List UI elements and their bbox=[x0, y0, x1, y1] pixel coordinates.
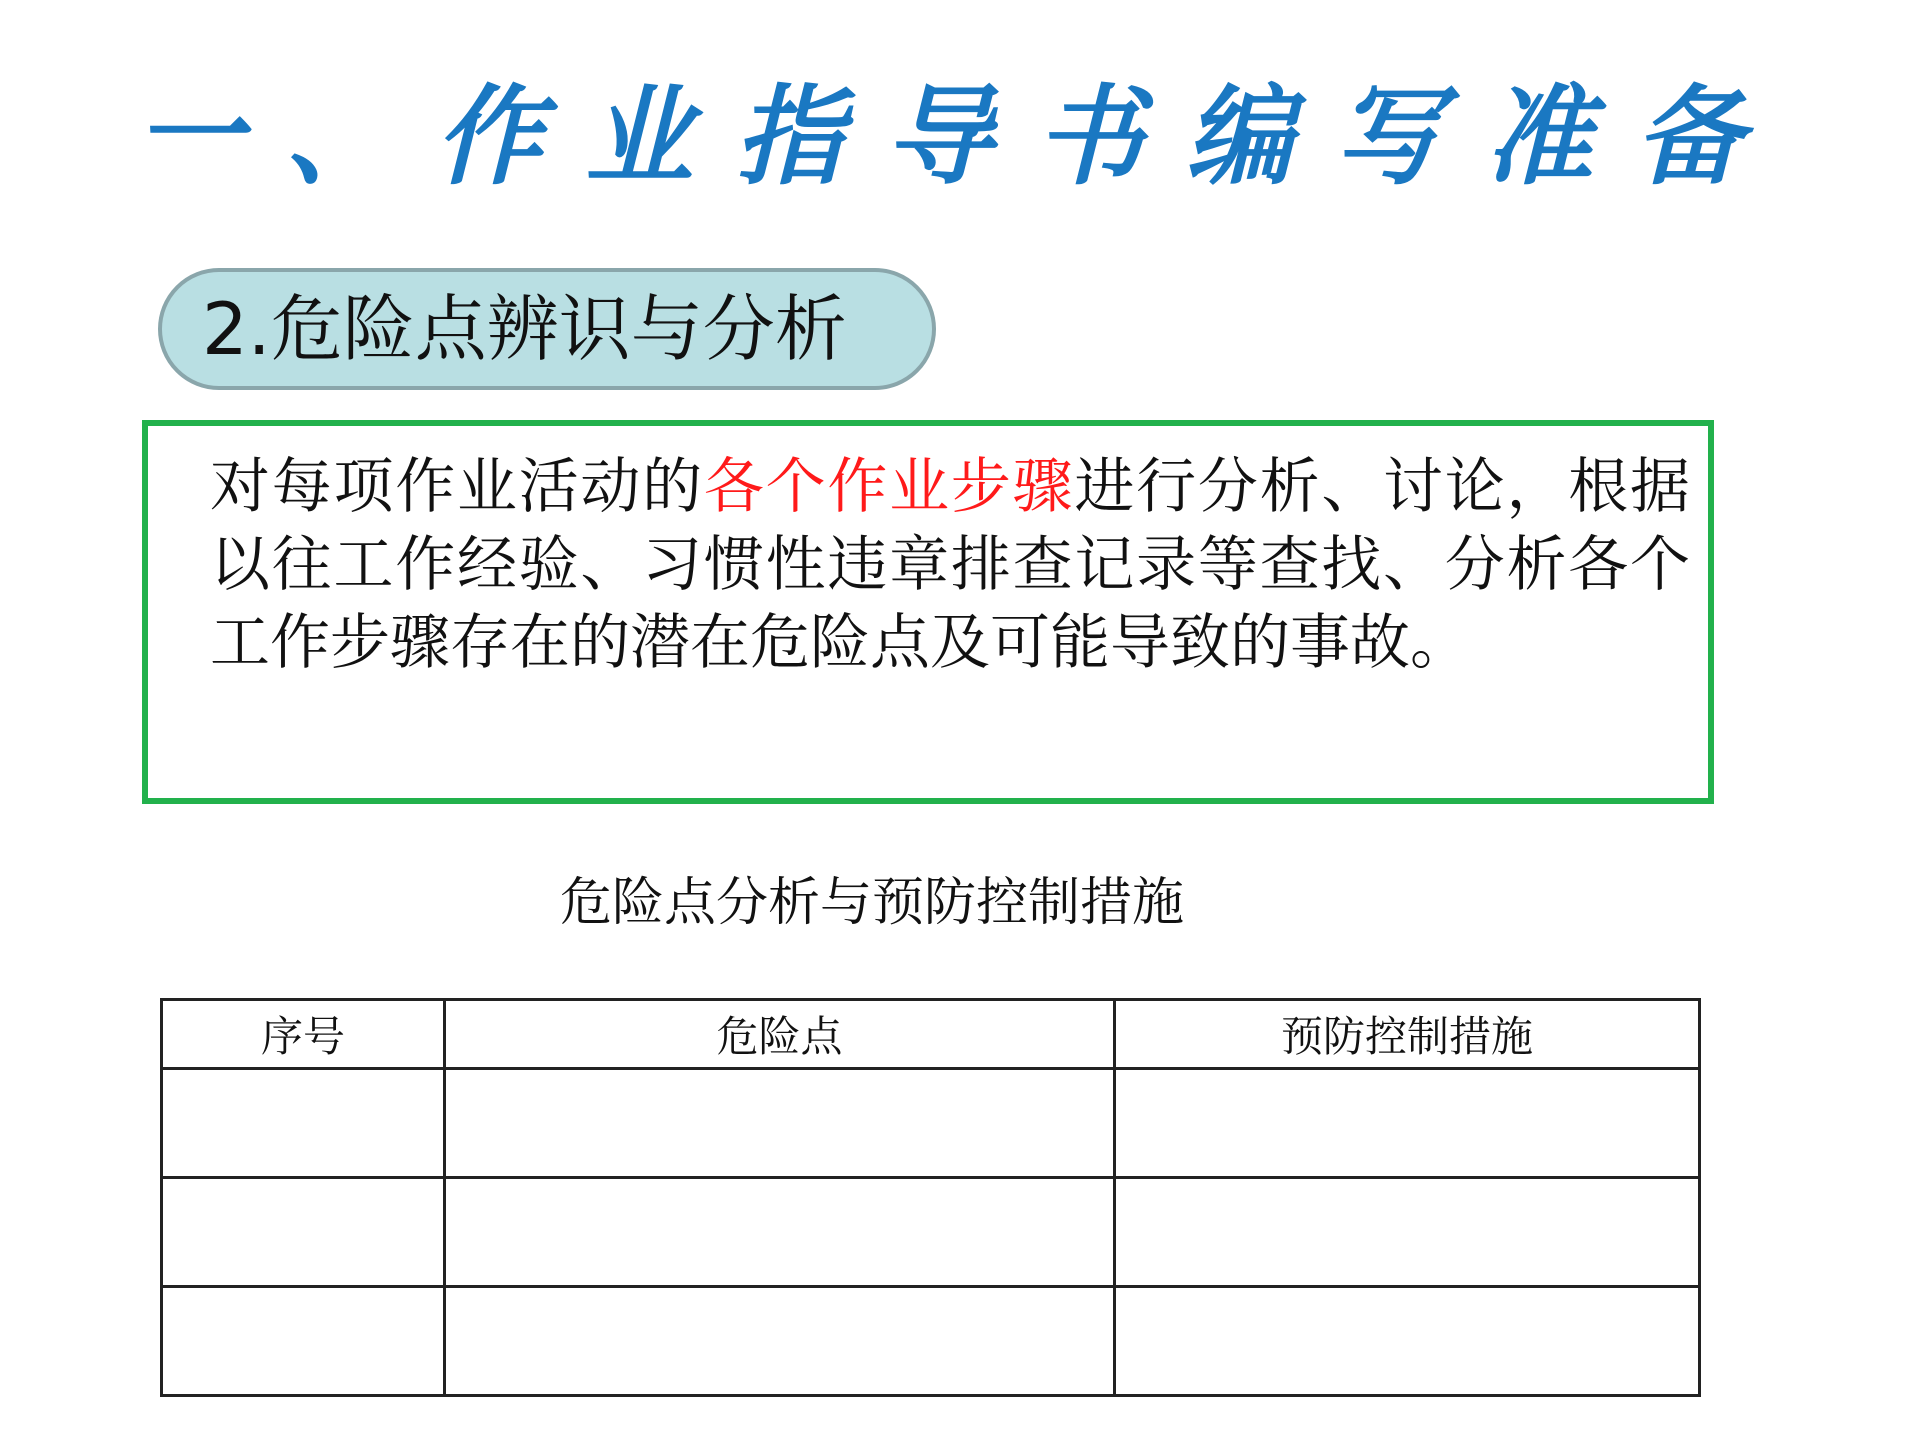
table-cell-hazard bbox=[445, 1069, 1115, 1178]
description-text-highlight: 各个作业步骤 bbox=[703, 452, 1075, 522]
table-row bbox=[162, 1069, 1700, 1178]
header-serial-number: 序号 bbox=[162, 1000, 445, 1069]
description-text-before: 对每项作业活动的 bbox=[210, 452, 704, 522]
table-cell-measures bbox=[1115, 1287, 1700, 1396]
table-header-row bbox=[162, 1000, 1700, 1069]
table-cell-serial bbox=[162, 1178, 445, 1287]
description-text-after: 进行分析、讨论，根据以往工作经验、习惯性违章排查记录等查找、分析各个工作步骤存在的潜在危险点及可能导致的事故。 bbox=[210, 452, 1691, 678]
table-cell-hazard bbox=[445, 1178, 1115, 1287]
table-cell-measures bbox=[1115, 1069, 1700, 1178]
slide-title: 一、作业指导书编写准备 bbox=[134, 75, 1785, 200]
table-caption: 危险点分析与预防控制措施 bbox=[560, 873, 1185, 933]
hazard-analysis-table bbox=[160, 998, 1701, 1397]
table-row bbox=[162, 1287, 1700, 1396]
header-hazard-point: 危险点 bbox=[445, 1000, 1115, 1069]
description-box bbox=[142, 420, 1714, 804]
section-heading-label: 2.危险点辨识与分析 bbox=[202, 287, 847, 371]
table-cell-measures bbox=[1115, 1178, 1700, 1287]
table-cell-serial bbox=[162, 1069, 445, 1178]
table-cell-serial bbox=[162, 1287, 445, 1396]
table-cell-hazard bbox=[445, 1287, 1115, 1396]
description-text bbox=[210, 448, 1690, 682]
table-row bbox=[162, 1178, 1700, 1287]
section-heading-pill bbox=[158, 268, 936, 390]
header-prevention-measures: 预防控制措施 bbox=[1115, 1000, 1700, 1069]
